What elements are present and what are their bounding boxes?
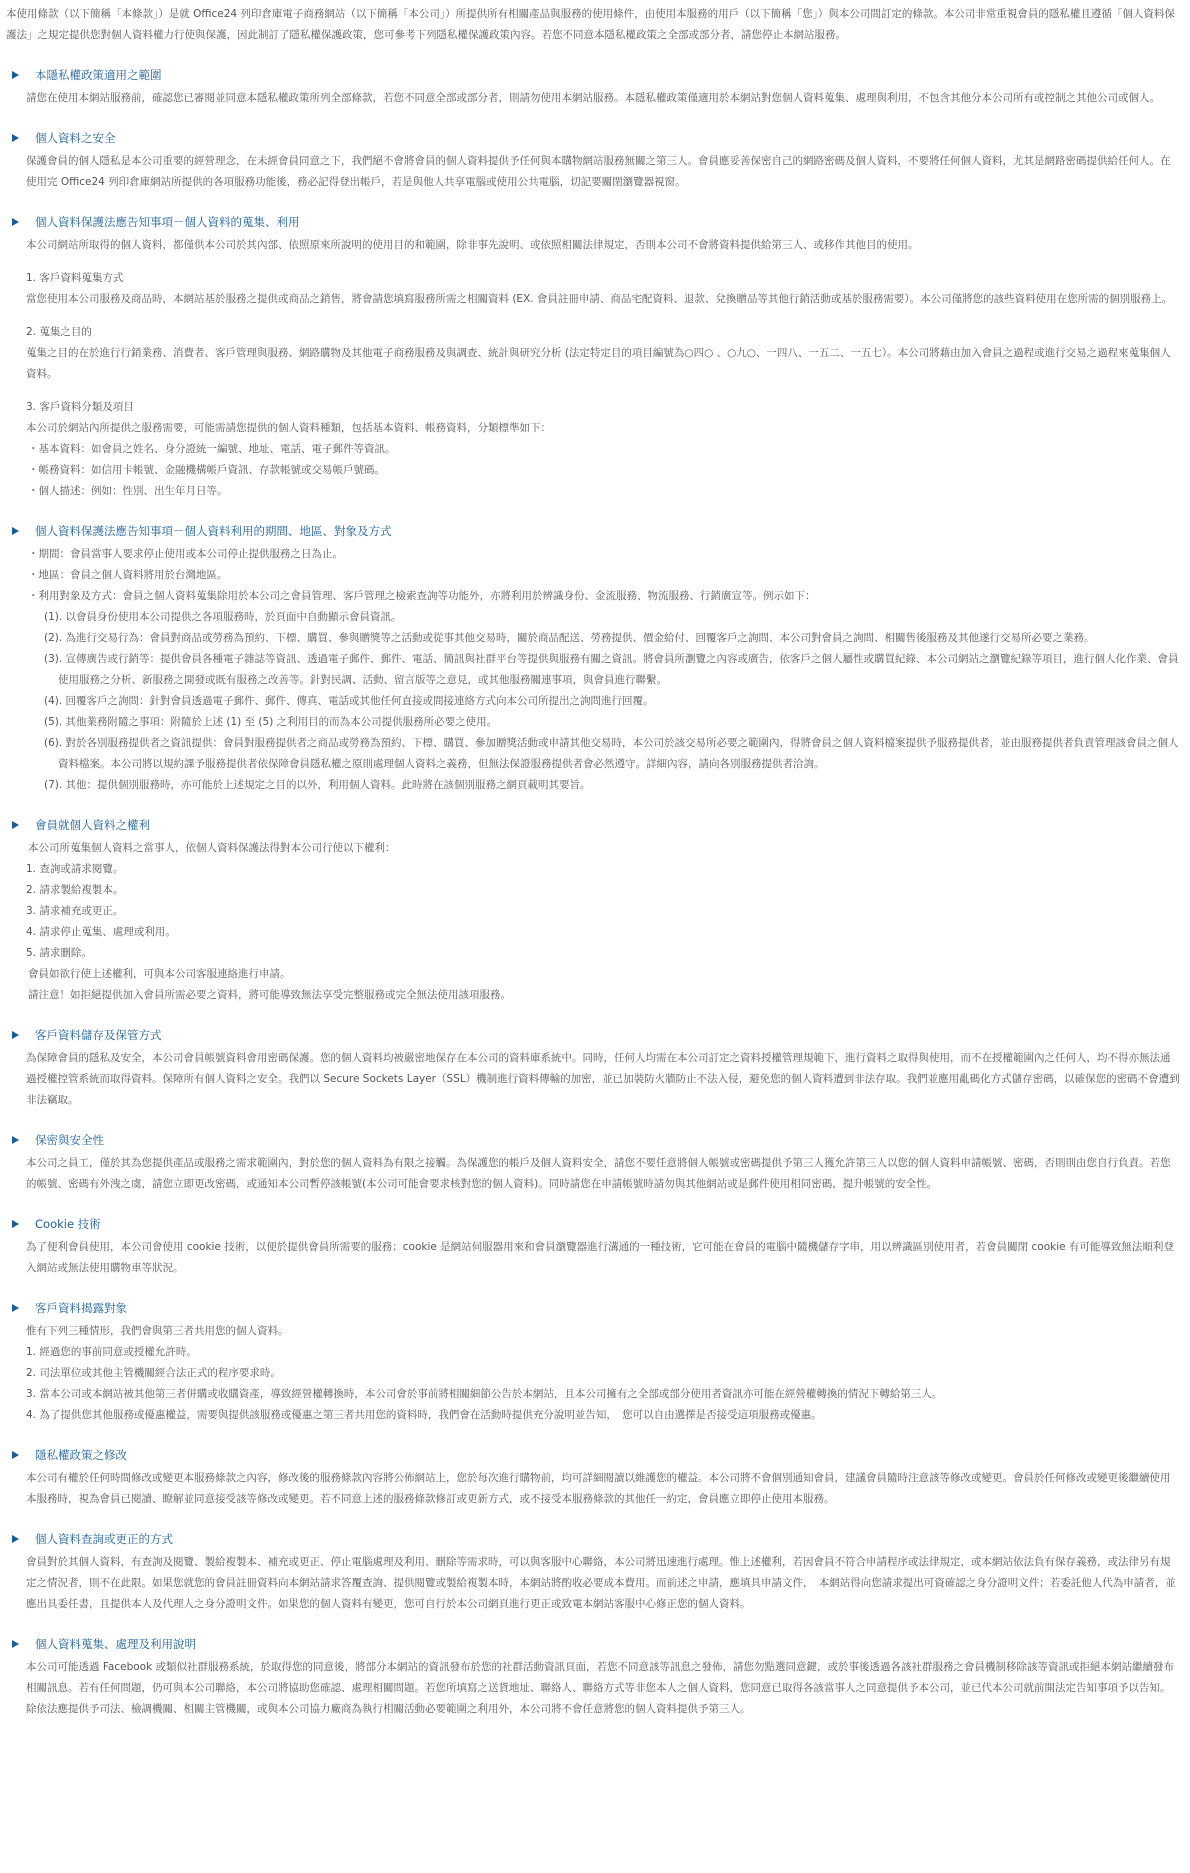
- list-item: 2. 請求製給複製本。: [26, 884, 124, 896]
- section-heading: 本隱私權政策適用之範圍: [10, 64, 1180, 86]
- list-item: (1). 以會員身份使用本公司提供之各項服務時，於頁面中自動顯示會員資訊。: [44, 611, 402, 623]
- section-paragraph: 本公司之員工，僅於其為您提供產品或服務之需求範圍內，對於您的個人資料為有限之接觸。為保護您的帳戶及個人資料安全，請您不要任意將個人帳號或密碼提供予第三人獲允許第三人以您的個人資料申請帳號、密碼，否則則由您自行負責。若您的帳號、密碼有外洩之虞，請您立即更改密碼，或通知本公司暫停該帳號(本公司可能會要求核對您的個人資料)。同時請您在申請帳號時請勿與其他網站或是郵件使用相同密碼，提升帳號的安全性。: [26, 1157, 1171, 1190]
- section-heading: 個人資料之安全: [10, 127, 1180, 149]
- list-item: 1. 經過您的事前同意或授權允許時。: [26, 1346, 197, 1358]
- section-paragraph: 本公司有權於任何時間修改或變更本服務條款之內容，修改後的服務條款內容將公佈網站上，您於每次進行購物前，均可詳細閱讀以維護您的權益。本公司將不會個別通知會員，建議會員隨時注意該等修改或變更。會員於任何修改或變更後繼續使用本服務時，視為會員已閱讀、瞭解並同意接受該等修改或變更。若不同意上述的服務條款修訂或更新方式，或不接受本服務條款的其他任一約定，會員應立即停止使用本服務。: [26, 1472, 1171, 1505]
- list-item: ・基本資料：如會員之姓名、身分證統一編號、地址、電話、電子郵件等資訊。: [28, 443, 396, 455]
- triangle-bullet-icon: [12, 1535, 19, 1543]
- section-heading: 客戶資料揭露對象: [10, 1297, 1180, 1319]
- section-paragraph: 保護會員的個人隱私是本公司重要的經營理念，在未經會員同意之下，我們絕不會將會員的個人資料提供予任何與本購物網站服務無關之第三人。會員應妥善保密自己的網路密碼及個人資料，不要將任何個人資料，尤其是網路密碼提供給任何人。在使用完 Office24 列印倉庫網站所提供的各項服務功能後，務必記得登出帳戶，若是與他人共享電腦或使用公共電腦，切記要關閉瀏覽器視窗。: [26, 155, 1171, 188]
- section-paragraph: 會員如欲行使上述權利，可與本公司客服連絡進行申請。: [28, 968, 291, 980]
- triangle-bullet-icon: [12, 71, 19, 79]
- list-item: (7). 其他：提供個別服務時，亦可能於上述規定之目的以外，利用個人資料。此時將在該個別服務之網頁載明其要旨。: [44, 779, 591, 791]
- section-paragraph: 為了便利會員使用，本公司會使用 cookie 技術，以便於提供會員所需要的服務；cookie 是網站伺服器用來和會員瀏覽器進行溝通的一種技術，它可能在會員的電腦中隨機儲存字串，用以辨識區別使用者，若會員關閉 cookie 有可能導致無法順利登入網站或無法使用購物車等狀況。: [26, 1241, 1174, 1274]
- triangle-bullet-icon: [12, 1304, 19, 1312]
- subsection-title: 1. 客戶資料蒐集方式: [26, 272, 124, 284]
- section-paragraph: 當您使用本公司服務及商品時，本網站基於服務之提供或商品之銷售，將會請您填寫服務所需之相關資料 (EX. 會員註冊申請、商品宅配資料、退款、兌換贈品等其他行銷活動或基於服務需要）。本公司僅將您的該些資料使用在您所需的個別服務上。: [26, 293, 1173, 305]
- section-paragraph: 本公司所蒐集個人資料之當事人，依個人資料保護法得對本公司行使以下權利：: [28, 842, 396, 854]
- list-item: 3. 請求補充或更正。: [26, 905, 124, 917]
- list-item: (3). 宣傳廣告或行銷等：提供會員各種電子雜誌等資訊、透過電子郵件、郵件、電話、簡訊與社群平台等提供與服務有關之資訊。將會員所瀏覽之內容或廣告，依客戶之個人屬性或購買紀錄、本公司網站之瀏覽紀錄等項目，進行個人化作業、會員使用服務之分析、新服務之開發或既有服務之改善等。針對民調、活動、留言版等之意見，或其他服務關連事項，與會員進行聯繫。: [44, 653, 1179, 686]
- section-heading: 個人資料查詢或更正的方式: [10, 1528, 1180, 1550]
- section-heading: 隱私權政策之修改: [10, 1444, 1180, 1466]
- section-paragraph: 為保障會員的隱私及安全，本公司會員帳號資料會用密碼保護。您的個人資料均被嚴密地保存在本公司的資料庫系統中。同時，任何人均需在本公司訂定之資料授權管理規範下，進行資料之取得與使用，而不在授權範圍內之任何人，均不得亦無法通過授權控管系統而取得資料。保障所有個人資料之安全。我們以 Secure Sockets Layer（SSL）機制進行資料傳輸的加密，並已加裝防火牆防止不法入侵，避免您的個人資料遭到非法存取。我們並應用亂碼化方式儲存密碼，以確保您的密碼不會遭到非法竊取。: [26, 1052, 1180, 1106]
- section-confidentiality: [6, 1129, 1180, 1195]
- section-heading: Cookie 技術: [10, 1213, 1180, 1235]
- section-policy-changes: [6, 1444, 1180, 1510]
- section-usage-period: [6, 520, 1180, 796]
- section-collection: [6, 211, 1180, 502]
- list-item: 1. 查詢或請求閱覽。: [26, 863, 124, 875]
- section-storage: [6, 1024, 1180, 1111]
- triangle-bullet-icon: [12, 134, 19, 142]
- list-item: (2). 為進行交易行為：會員對商品或勞務為預約、下標、購買、參與贈獎等之活動或從事其他交易時，關於商品配送、勞務提供、價金給付、回覆客戶之詢問、本公司對會員之詢問、相關售後服務及其他遂行交易所必要之業務。: [44, 632, 1095, 644]
- section-paragraph: 請注意！如拒絕提供加入會員所需必要之資料，將可能導致無法享受完整服務或完全無法使用該項服務。: [28, 989, 511, 1001]
- section-member-rights: [6, 814, 1180, 1006]
- section-heading: 會員就個人資料之權利: [10, 814, 1180, 836]
- section-heading: 保密與安全性: [10, 1129, 1180, 1151]
- list-item: (4). 回覆客戶之詢問：針對會員透過電子郵件、郵件、傳真、電話或其他任何直接或間接連絡方式向本公司所提出之詢問進行回覆。: [44, 695, 654, 707]
- section-scope: [6, 64, 1180, 109]
- triangle-bullet-icon: [12, 821, 19, 829]
- section-heading: 個人資料保護法應告知事項－個人資料的蒐集、利用: [10, 211, 1180, 233]
- section-paragraph: 本公司於網站內所提供之服務需要，可能需請您提供的個人資料種類，包括基本資料、帳務資料，分類標準如下：: [26, 422, 551, 434]
- list-item: ・期間：會員當事人要求停止使用或本公司停止提供服務之日為止。: [28, 548, 343, 560]
- section-heading: 個人資料蒐集、處理及利用說明: [10, 1633, 1180, 1655]
- section-paragraph: 本公司網站所取得的個人資料，都僅供本公司於其內部、依照原來所說明的使用目的和範圍，除非事先說明、或依照相關法律規定，否則本公司不會將資料提供給第三人、或移作其他目的使用。: [26, 239, 919, 251]
- section-security: [6, 127, 1180, 193]
- list-item: 4. 為了提供您其他服務或優惠權益，需要與提供該服務或優惠之第三者共用您的資料時，我們會在活動時提供充分說明並告知， 您可以自由選擇是否接受這項服務或優惠。: [26, 1409, 822, 1421]
- subsection-title: 3. 客戶資料分類及項目: [26, 401, 134, 413]
- triangle-bullet-icon: [12, 1136, 19, 1144]
- section-paragraph: 惟有下列三種情形，我們會與第三者共用您的個人資料。: [26, 1325, 289, 1337]
- list-item: ・地區：會員之個人資料將用於台灣地區。: [28, 569, 228, 581]
- subsection-title: 2. 蒐集之目的: [26, 326, 92, 338]
- list-item: (6). 對於各別服務提供者之資訊提供：會員對服務提供者之商品或勞務為預約、下標、購買、參加贈獎活動或申請其他交易時，本公司於該交易所必要之範圍內，得將會員之個人資料檔案提供予服務提供者，並由服務提供者負責管理該會員之個人資料檔案。本公司將以規約課予服務提供者依保障會員隱私權之原則處理個人資料之義務，但無法保證服務提供者會必然遵守。詳細內容，請向各別服務提供者洽詢。: [44, 737, 1179, 770]
- triangle-bullet-icon: [12, 527, 19, 535]
- section-query-correction: [6, 1528, 1180, 1615]
- intro-paragraph: 本使用條款（以下簡稱「本條款」）是就 Office24 列印倉庫電子商務網站（以下簡稱「本公司」）所提供所有相關產品與服務的使用條件，由使用本服務的用戶（以下簡稱「您」）與本公司間訂定的條款。本公司非常重視會員的隱私權且遵循「個人資料保護法」之規定提供您對個人資料權力行使與保護，因此制訂了隱私權保護政策，您可參考下列隱私權保護政策內容。若您不同意本隱私權政策之全部或部分者，請您停止本網站服務。: [6, 8, 1175, 41]
- section-paragraph: 請您在使用本網站服務前，確認您已審閱並同意本隱私權政策所列全部條款，若您不同意全部或部分者，則請勿使用本網站服務。本隱私權政策僅適用於本網站對您個人資料蒐集、處理與利用，不包含其他分本公司所有或控制之其他公司或個人。: [26, 92, 1160, 104]
- triangle-bullet-icon: [12, 1640, 19, 1648]
- triangle-bullet-icon: [12, 218, 19, 226]
- list-item: 3. 當本公司或本網站被其他第三者併購或收購資產，導致經營權轉換時，本公司會於事前將相關細節公告於本網站，且本公司擁有之全部或部分使用者資訊亦可能在經營權轉換的情況下轉給第三人。: [26, 1388, 943, 1400]
- triangle-bullet-icon: [12, 1451, 19, 1459]
- section-processing: [6, 1633, 1180, 1720]
- list-item: ・個人描述：例如：性別、出生年月日等。: [28, 485, 228, 497]
- list-item: 2. 司法單位或其他主管機關經合法正式的程序要求時。: [26, 1367, 281, 1379]
- list-item: 4. 請求停止蒐集、處理或利用。: [26, 926, 176, 938]
- triangle-bullet-icon: [12, 1031, 19, 1039]
- triangle-bullet-icon: [12, 1220, 19, 1228]
- section-paragraph: 蒐集之目的在於進行行銷業務、消費者、客戶管理與服務、網路購物及其他電子商務服務及與調查、統計與研究分析 (法定特定目的項目編號為○四○ 、○九○、一四八、一五二、一五七）。本公司將藉由加入會員之過程或進行交易之過程來蒐集個人資料。: [26, 347, 1171, 380]
- section-paragraph: 會員對於其個人資料，有查詢及閱覽、製給複製本、補充或更正、停止電腦處理及利用、刪除等需求時，可以與客服中心聯絡，本公司將迅速進行處理。惟上述權利，若因會員不符合申請程序或法律規定，或本網站依法負有保存義務，或法律另有規定之情況者，則不在此限。如果您就您的會員註冊資料向本網站請求答覆查詢、提供閱覽或製給複製本時，本網站將酌收必要成本費用。而前述之申請，應填具申請文件， 本網站得向您請求提出可資確認之身分證明文件；若委託他人代為申請者，並應出具委任書，且提供本人及代理人之身分證明文件。如果您的個人資料有變更，您可自行於本公司網頁進行更正或致電本網站客服中心修正您的個人資料。: [26, 1556, 1176, 1610]
- list-item: ・帳務資料：如信用卡帳號、金融機構帳戶資訊、存款帳號或交易帳戶號碼。: [28, 464, 385, 476]
- list-item: 5. 請求刪除。: [26, 947, 92, 959]
- list-item: (5). 其他業務附隨之事項：附隨於上述 (1) 至 (5) 之利用目的而為本公司提供服務所必要之使用。: [44, 716, 498, 728]
- list-item: ・利用對象及方式：會員之個人資料蒐集除用於本公司之會員管理、客戶管理之檢索查詢等功能外，亦將利用於辨識身份、金流服務、物流服務、行銷廣宣等。例示如下：: [28, 590, 816, 602]
- section-heading: 個人資料保護法應告知事項－個人資料利用的期間、地區、對象及方式: [10, 520, 1180, 542]
- section-heading: 客戶資料儲存及保管方式: [10, 1024, 1180, 1046]
- section-disclosure: [6, 1297, 1180, 1426]
- section-paragraph: 本公司可能透過 Facebook 或類似社群服務系統，於取得您的同意後，將部分本網站的資訊發布於您的社群活動資訊頁面，若您不同意該等訊息之發佈，請您勿點選同意鍵，或於事後透過各該社群服務之會員機制移除該等資訊或拒絕本網站繼續發布相關訊息。若有任何問題，仍可與本公司聯絡，本公司將協助您確認、處理相關問題。若您所填寫之送貨地址、聯絡人、聯絡方式等非您本人之個人資料，您同意已取得各該當事人之同意提供予本公司，並已代本公司就前開法定告知事項予以告知。除依法應提供予司法、檢調機關、相關主管機關，或與本公司協力廠商為執行相關活動必要範圍之利用外，本公司將不會任意將您的個人資料提供予第三人。: [26, 1661, 1175, 1715]
- section-cookie: [6, 1213, 1180, 1279]
